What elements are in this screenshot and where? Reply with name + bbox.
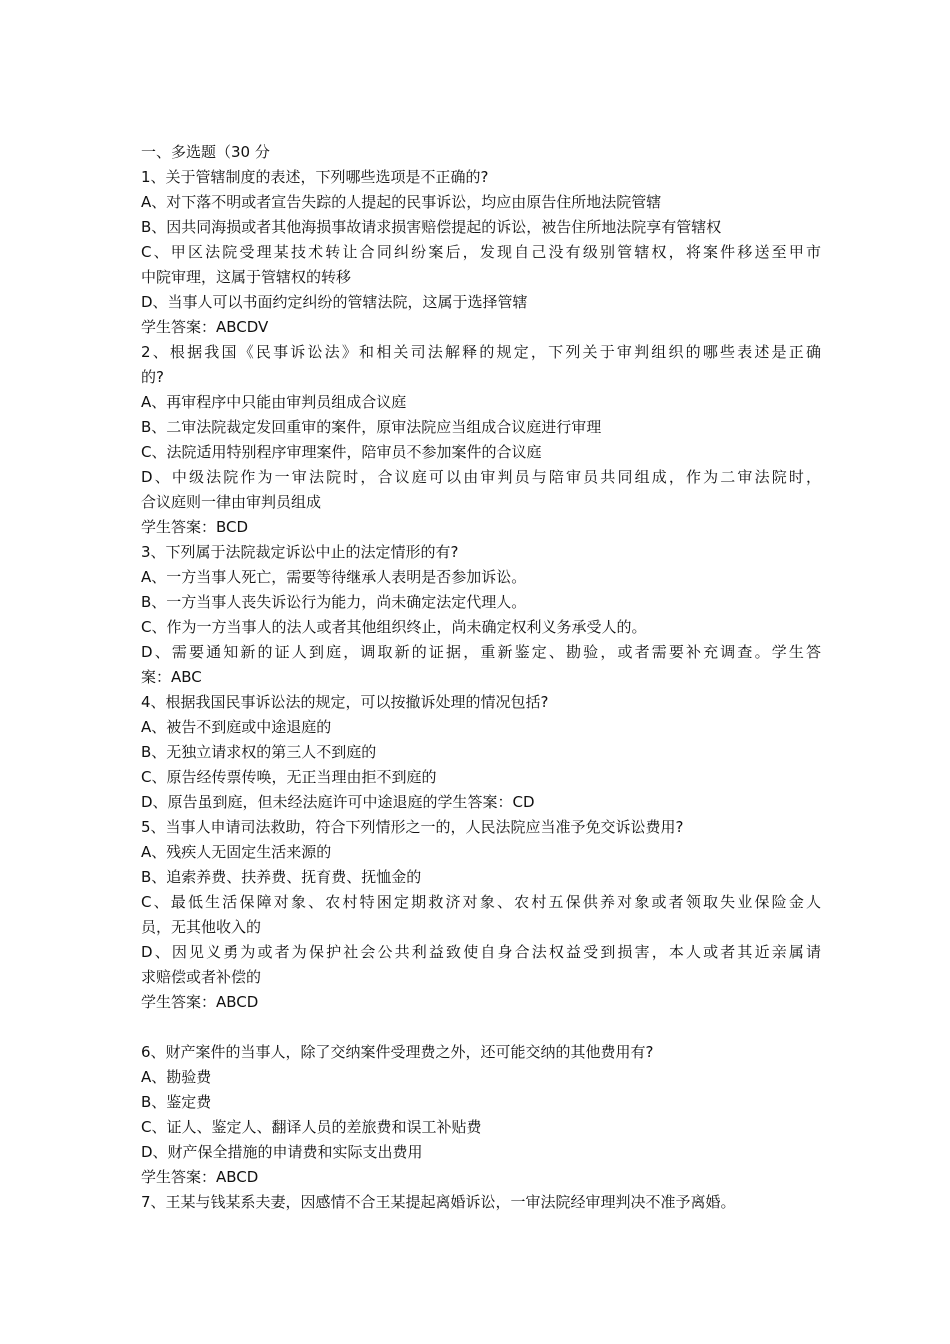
question-5 bbox=[141, 815, 821, 1015]
option-a: A、勘验费 bbox=[141, 1068, 212, 1086]
section-title: 一、多选题（30 分 bbox=[141, 143, 270, 161]
option-d: D、原告虽到庭，但未经法庭许可中途退庭的学生答案：CD bbox=[141, 793, 535, 811]
option-b: B、一方当事人丧失诉讼行为能力，尚未确定法定代理人。 bbox=[141, 593, 527, 611]
option-c: C、法院适用特别程序审理案件，陪审员不参加案件的合议庭 bbox=[141, 443, 542, 461]
question-stem-continued: 的? bbox=[141, 368, 164, 386]
option-b: B、因共同海损或者其他海损事故请求损害赔偿提起的诉讼，被告住所地法院享有管辖权 bbox=[141, 218, 722, 236]
question-1 bbox=[141, 165, 821, 340]
question-stem: 5、当事人申请司法救助，符合下列情形之一的，人民法院应当准予免交诉讼费用? bbox=[141, 818, 684, 836]
option-c-continued: 员，无其他收入的 bbox=[141, 918, 262, 936]
student-answer: 学生答案：ABCD bbox=[141, 993, 259, 1011]
option-d-continued: 求赔偿或者补偿的 bbox=[141, 968, 262, 986]
question-stem: 4、根据我国民事诉讼法的规定，可以按撤诉处理的情况包括? bbox=[141, 693, 549, 711]
option-d: D、当事人可以书面约定纠纷的管辖法院，这属于选择管辖 bbox=[141, 293, 528, 311]
option-a: A、残疾人无固定生活来源的 bbox=[141, 843, 332, 861]
option-c: C、最低生活保障对象、农村特困定期救济对象、农村五保供养对象或者领取失业保险金人 bbox=[141, 893, 821, 911]
option-c-continued: 中院审理，这属于管辖权的转移 bbox=[141, 268, 352, 286]
question-stem: 6、财产案件的当事人，除了交纳案件受理费之外，还可能交纳的其他费用有? bbox=[141, 1043, 654, 1061]
option-d: D、财产保全措施的申请费和实际支出费用 bbox=[141, 1143, 423, 1161]
student-answer: 学生答案：BCD bbox=[141, 518, 249, 536]
question-stem: 3、下列属于法院裁定诉讼中止的法定情形的有? bbox=[141, 543, 459, 561]
document-body bbox=[141, 140, 821, 1215]
question-stem: 1、关于管辖制度的表述，下列哪些选项是不正确的? bbox=[141, 168, 489, 186]
option-d-continued: 案：ABC bbox=[141, 668, 202, 686]
question-4 bbox=[141, 690, 821, 815]
option-d-continued: 合议庭则一律由审判员组成 bbox=[141, 493, 322, 511]
option-a: A、对下落不明或者宣告失踪的人提起的民事诉讼，均应由原告住所地法院管辖 bbox=[141, 193, 662, 211]
question-6 bbox=[141, 1040, 821, 1190]
question-2 bbox=[141, 340, 821, 540]
option-b: B、鉴定费 bbox=[141, 1093, 212, 1111]
option-c: C、证人、鉴定人、翻译人员的差旅费和误工补贴费 bbox=[141, 1118, 482, 1136]
option-d: D、需要通知新的证人到庭，调取新的证据，重新鉴定、勘验，或者需要补充调查。学生答 bbox=[141, 643, 821, 661]
option-c: C、作为一方当事人的法人或者其他组织终止，尚未确定权利义务承受人的。 bbox=[141, 618, 647, 636]
student-answer: 学生答案：ABCDV bbox=[141, 318, 269, 336]
option-c: C、原告经传票传唤，无正当理由拒不到庭的 bbox=[141, 768, 437, 786]
option-a: A、被告不到庭或中途退庭的 bbox=[141, 718, 332, 736]
option-a: A、一方当事人死亡，需要等待继承人表明是否参加诉讼。 bbox=[141, 568, 527, 586]
option-d: D、因见义勇为或者为保护社会公共利益致使自身合法权益受到损害，本人或者其近亲属请 bbox=[141, 943, 821, 961]
question-stem: 7、王某与钱某系夫妻，因感情不合王某提起离婚诉讼，一审法院经审理判决不准予离婚。 bbox=[141, 1193, 736, 1211]
option-c: C、甲区法院受理某技术转让合同纠纷案后，发现自己没有级别管辖权，将案件移送至甲市 bbox=[141, 243, 821, 261]
option-b: B、追索养费、扶养费、抚育费、抚恤金的 bbox=[141, 868, 422, 886]
option-b: B、二审法院裁定发回重审的案件，原审法院应当组成合议庭进行审理 bbox=[141, 418, 602, 436]
question-3 bbox=[141, 540, 821, 690]
question-7 bbox=[141, 1190, 821, 1215]
blank-line bbox=[141, 1015, 821, 1040]
option-d: D、中级法院作为一审法院时，合议庭可以由审判员与陪审员共同组成，作为二审法院时， bbox=[141, 468, 821, 486]
option-b: B、无独立请求权的第三人不到庭的 bbox=[141, 743, 377, 761]
student-answer: 学生答案：ABCD bbox=[141, 1168, 259, 1186]
question-stem: 2、根据我国《民事诉讼法》和相关司法解释的规定，下列关于审判组织的哪些表述是正确 bbox=[141, 343, 821, 361]
option-a: A、再审程序中只能由审判员组成合议庭 bbox=[141, 393, 407, 411]
